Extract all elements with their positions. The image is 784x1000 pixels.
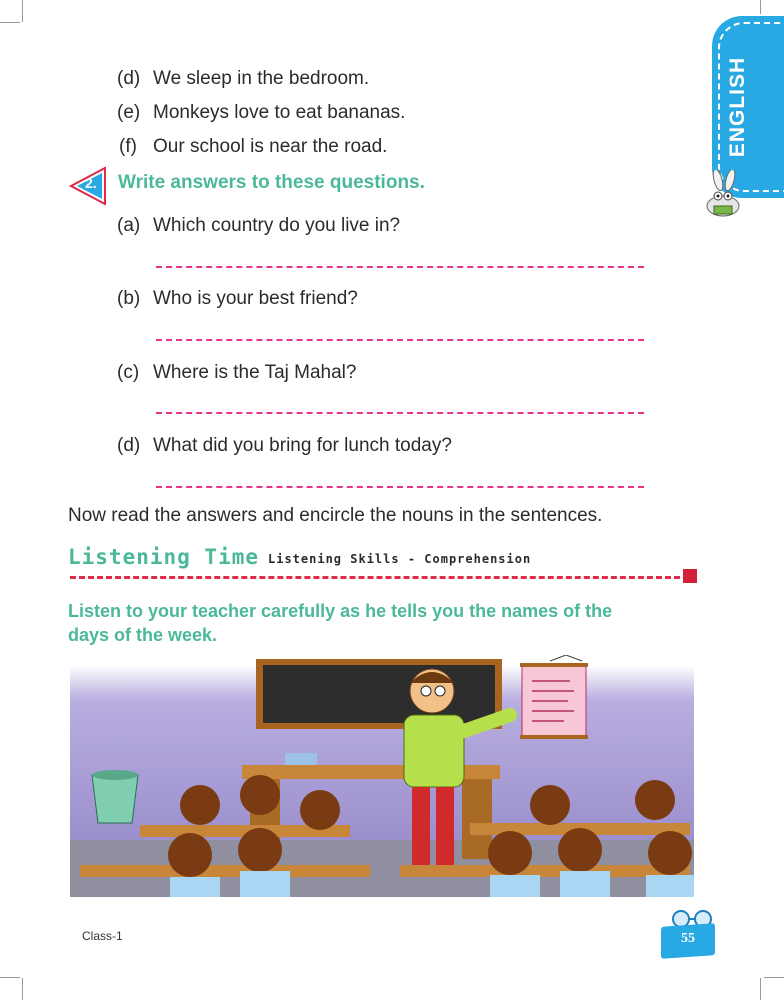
subject-tab-label: ENGLISH xyxy=(726,56,749,158)
class-label: Class-1 xyxy=(82,929,123,943)
exercise-heading: Write answers to these questions. xyxy=(118,172,425,193)
classroom-illustration xyxy=(70,655,694,897)
crop-mark xyxy=(0,977,20,978)
answer-line[interactable] xyxy=(156,412,644,414)
crop-mark xyxy=(22,0,23,22)
answer-line[interactable] xyxy=(156,486,644,488)
question-text: Where is the Taj Mahal? xyxy=(153,362,357,383)
question-label: (d) xyxy=(117,435,141,456)
page-number: 55 xyxy=(681,931,695,946)
crop-mark xyxy=(764,977,784,978)
crop-mark xyxy=(760,978,761,1000)
question-text: What did you bring for lunch today? xyxy=(153,435,452,456)
crop-mark xyxy=(22,978,23,1000)
listening-title: Listening Time xyxy=(68,545,260,569)
question-label: (a) xyxy=(117,215,141,236)
rule-end-square xyxy=(683,569,697,583)
listening-subtitle: Listening Skills - Comprehension xyxy=(268,552,532,566)
sentence-text: We sleep in the bedroom. xyxy=(153,68,370,89)
sentence-label: (f) xyxy=(119,136,137,157)
crop-mark xyxy=(0,22,20,23)
question-text: Which country do you live in? xyxy=(153,215,401,236)
answer-line[interactable] xyxy=(156,266,644,268)
exercise-number: 2. xyxy=(85,175,97,191)
crop-mark xyxy=(760,0,761,14)
question-text: Who is your best friend? xyxy=(153,288,358,309)
section-rule xyxy=(70,576,680,579)
sentence-label: (e) xyxy=(117,102,141,123)
question-label: (c) xyxy=(117,362,140,383)
question-label: (b) xyxy=(117,288,141,309)
listening-prompt-line2: days of the week. xyxy=(68,625,218,645)
sentence-text: Our school is near the road. xyxy=(153,136,388,157)
listening-prompt-line1: Listen to your teacher carefully as he tells you the names of the xyxy=(68,601,613,621)
instruction-text: Now read the answers and encircle the nouns in the sentences. xyxy=(68,505,603,526)
answer-line[interactable] xyxy=(156,339,644,341)
sentence-label: (d) xyxy=(117,68,141,89)
sentence-text: Monkeys love to eat bananas. xyxy=(153,102,406,123)
rabbit-mascot-icon xyxy=(700,170,746,218)
exercise-number-badge xyxy=(69,166,109,211)
